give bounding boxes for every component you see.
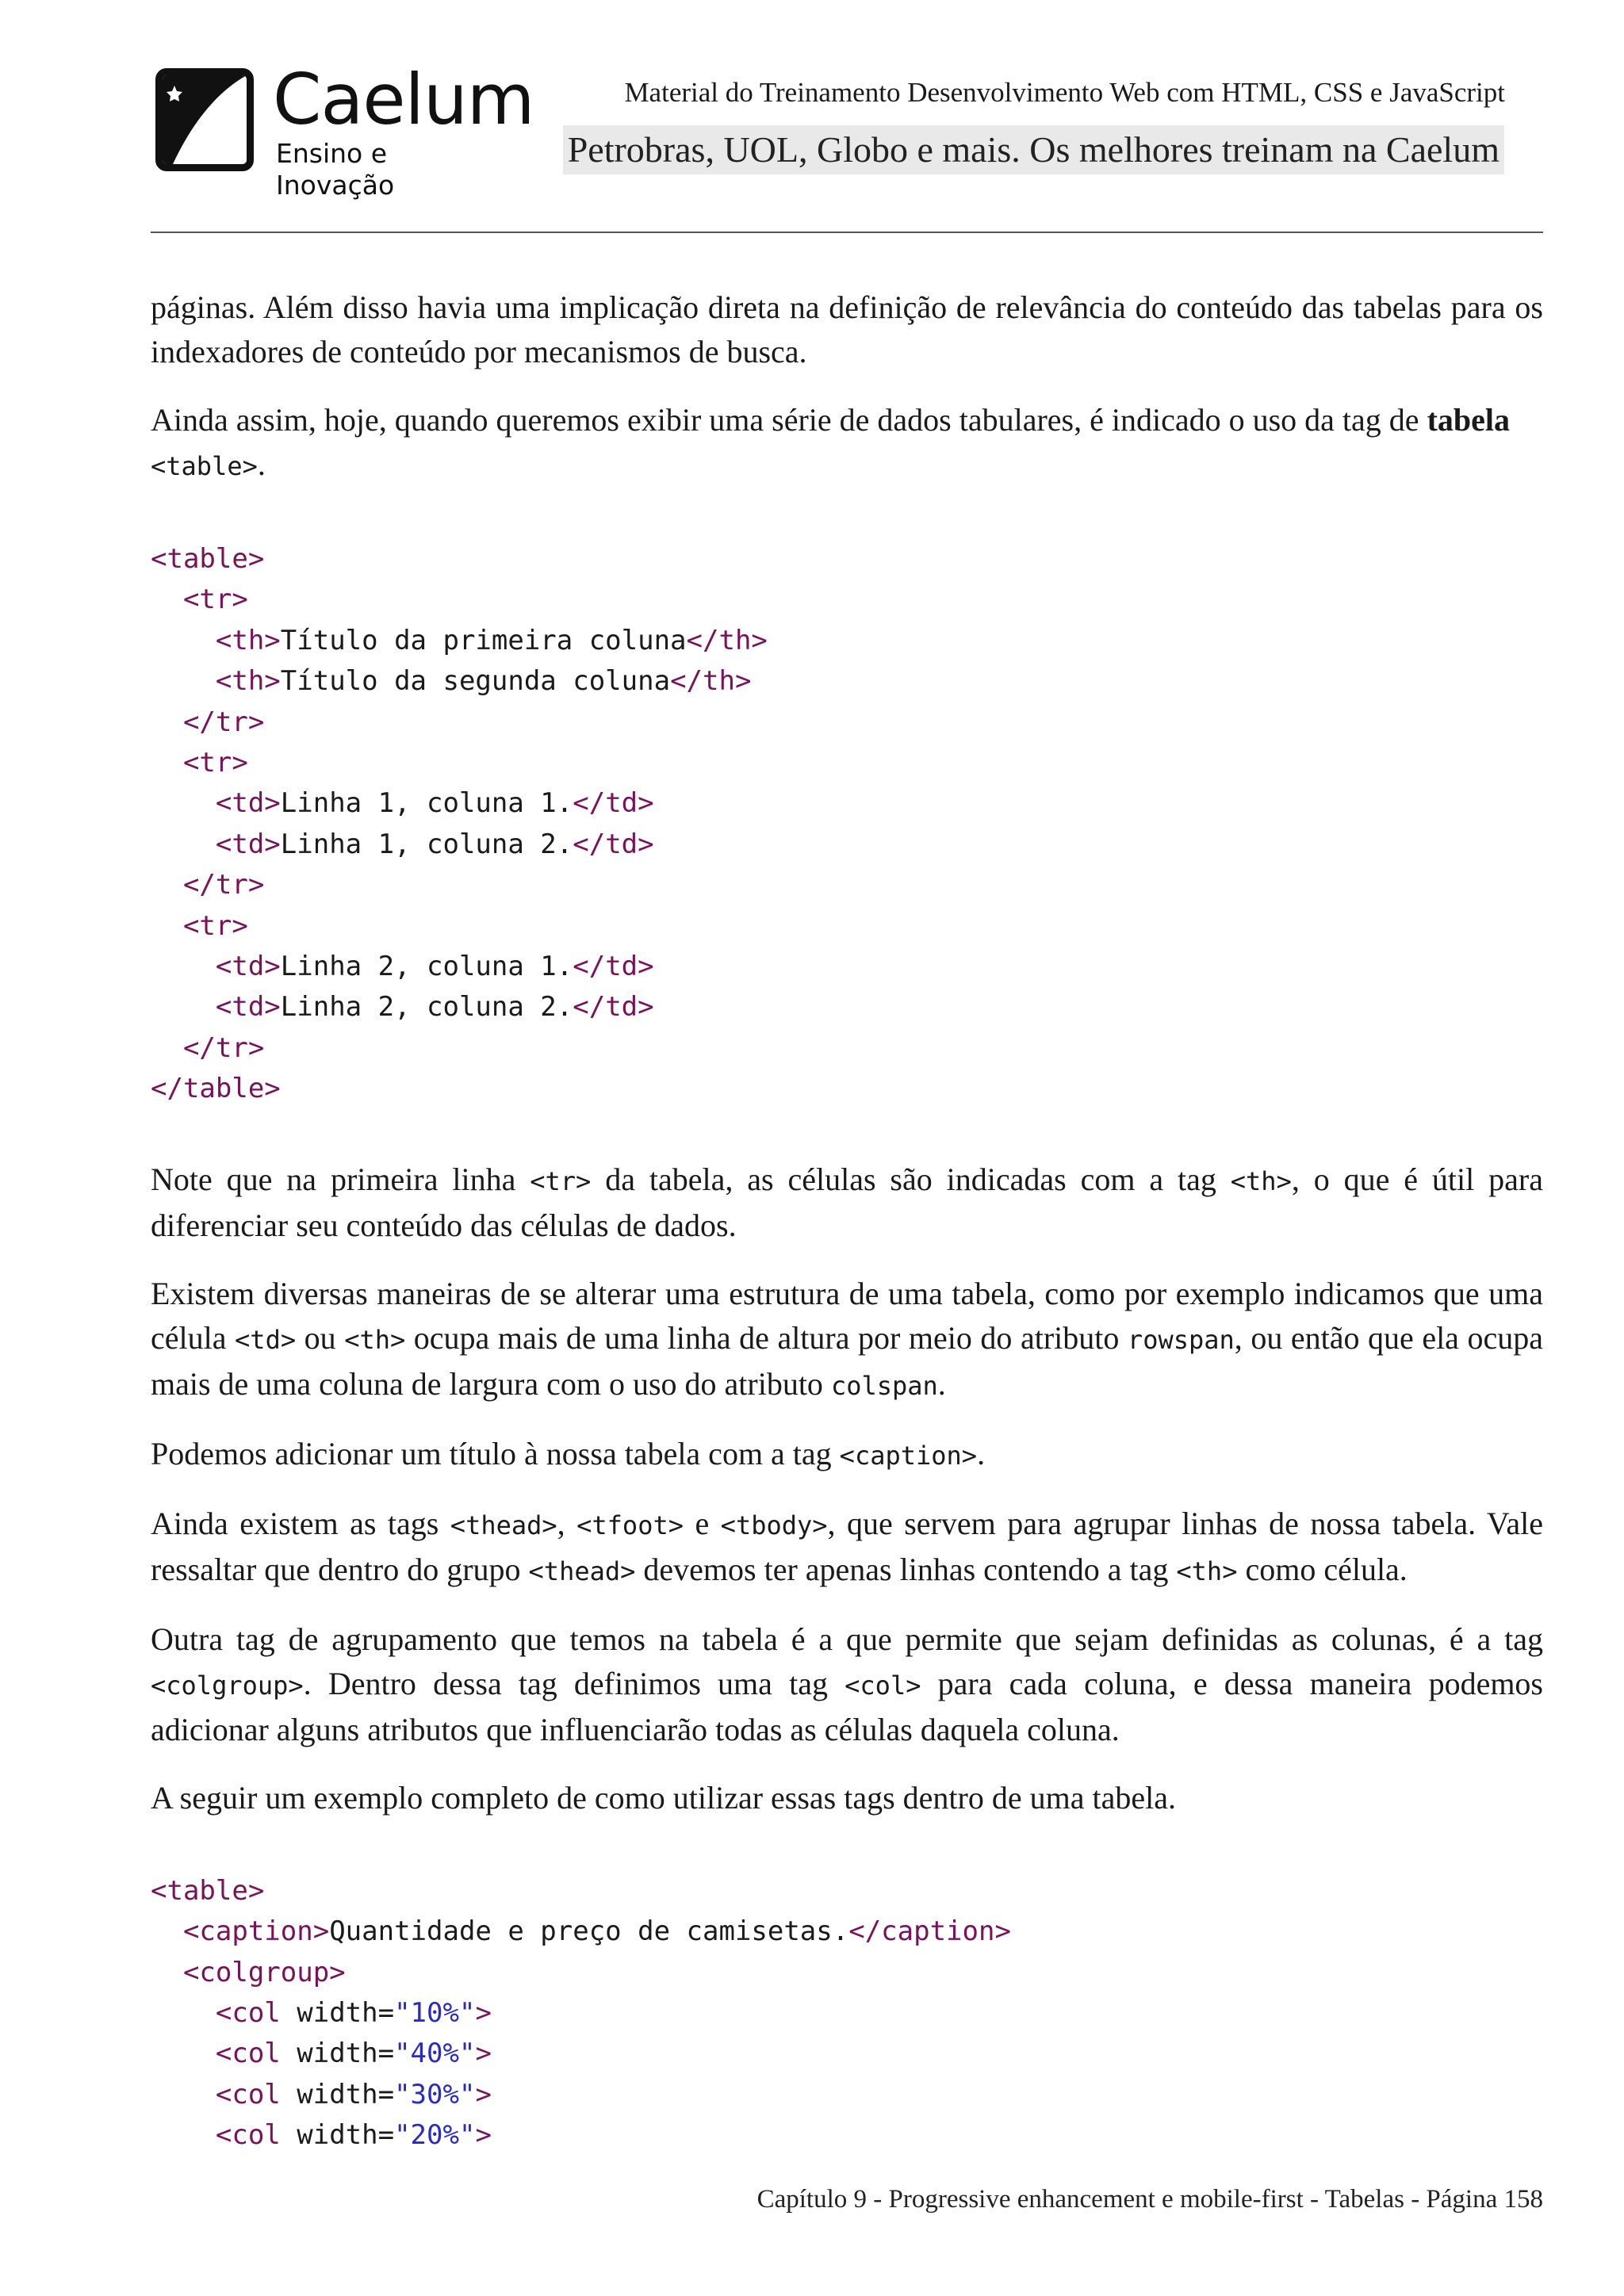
code-line: <th>Título da primeira coluna</th> (215, 624, 768, 656)
paragraph-2 (151, 398, 1543, 488)
paragraph-4: Existem diversas maneiras de se alterar uma estrutura de uma tabela, como por exemplo indicamos que uma célula <td> ou <th> ocupa mais de uma linha de altura por meio do atributo rowspan, ou então que ela ocupa mais de uma coluna de largura com o uso do atributo colspan. (151, 1275, 1543, 1402)
code-line: <td>Linha 2, coluna 1.</td> (215, 951, 654, 983)
code-line: <table> (151, 1874, 265, 1907)
paragraph-6: Ainda existem as tags <thead>, <tfoot> e <tbody>, que servem para agrupar linhas de nossa tabela. Vale ressaltar que dentro do grupo <thead> devemos ter apenas linhas contendo a tag <th> como célula. (151, 1505, 1543, 1587)
header-subtitle: Material do Treinamento Desenvolvimento Web com HTML, CSS e JavaScript (624, 77, 1505, 108)
header-divider (151, 232, 1543, 233)
logo-tagline: Ensino e Inovação (276, 138, 395, 201)
paragraph-5: Podemos adicionar um título à nossa tabela com a tag <caption>. (151, 1435, 986, 1471)
code-line: <col width="10%"> (215, 1996, 492, 2029)
code-block-1 (151, 539, 1543, 1110)
text-run: . (257, 446, 266, 482)
bold-term: tabela (1427, 402, 1510, 438)
code-line: <caption>Quantidade e preço de camisetas.</caption> (182, 1915, 1011, 1948)
code-line: <table> (151, 543, 265, 575)
code-line: <colgroup> (182, 1956, 346, 1988)
code-line: </tr> (182, 1031, 265, 1064)
code-line: <th>Título da segunda coluna</th> (215, 665, 752, 698)
paragraph-7: Outra tag de agrupamento que temos na tabela é a que permite que sejam definidas as colunas, é a tag <colgroup>. Dentro dessa tag definimos uma tag <col> para cada coluna, e dessa maneira podemos adicionar alguns atributos que influenciarão todas as células daquela coluna. (151, 1621, 1543, 1747)
page-footer: Capítulo 9 - Progressive enhancement e mobile-first - Tabelas - Página 158 (756, 2185, 1543, 2214)
caelum-logo (155, 59, 534, 201)
code-line: <tr> (182, 747, 248, 779)
code-line: <tr> (182, 909, 248, 942)
code-line: <col width="30%"> (215, 2078, 492, 2110)
paragraph-3: Note que na primeira linha <tr> da tabela, as células são indicadas com a tag <th>, o que é útil para diferenciar seu conteúdo das células de dados. (151, 1161, 1543, 1243)
text-run: Ainda assim, hoje, quando queremos exibir uma série de dados tabulares, é indicado o uso da tag de (151, 402, 1427, 438)
code-line: <col width="40%"> (215, 2038, 492, 2070)
paragraph-8: A seguir um exemplo completo de como utilizar essas tags dentro de uma tabela. (151, 1779, 1176, 1816)
logo-mark-icon (155, 68, 254, 171)
code-line: <col width="20%"> (215, 2119, 492, 2152)
code-line: </tr> (182, 869, 265, 901)
code-line: <td>Linha 1, coluna 2.</td> (215, 828, 654, 860)
code-block-2 (151, 1871, 1543, 2156)
logo-name: Caelum (273, 59, 534, 140)
header-banner: Petrobras, UOL, Globo e mais. Os melhores treinam na Caelum (563, 125, 1504, 174)
code-line: <td>Linha 1, coluna 1.</td> (215, 787, 654, 820)
inline-code: <table> (151, 451, 258, 481)
code-line: <td>Linha 2, coluna 2.</td> (215, 991, 654, 1024)
code-line: <tr> (182, 584, 248, 616)
paragraph-1: páginas. Além disso havia uma implicação direta na definição de relevância do conteúdo das tabelas para os indexadores de conteúdo por mecanismos de busca. (151, 289, 1543, 369)
code-line: </tr> (182, 706, 265, 738)
page-content (151, 285, 1543, 2156)
code-line: </table> (151, 1073, 281, 1105)
